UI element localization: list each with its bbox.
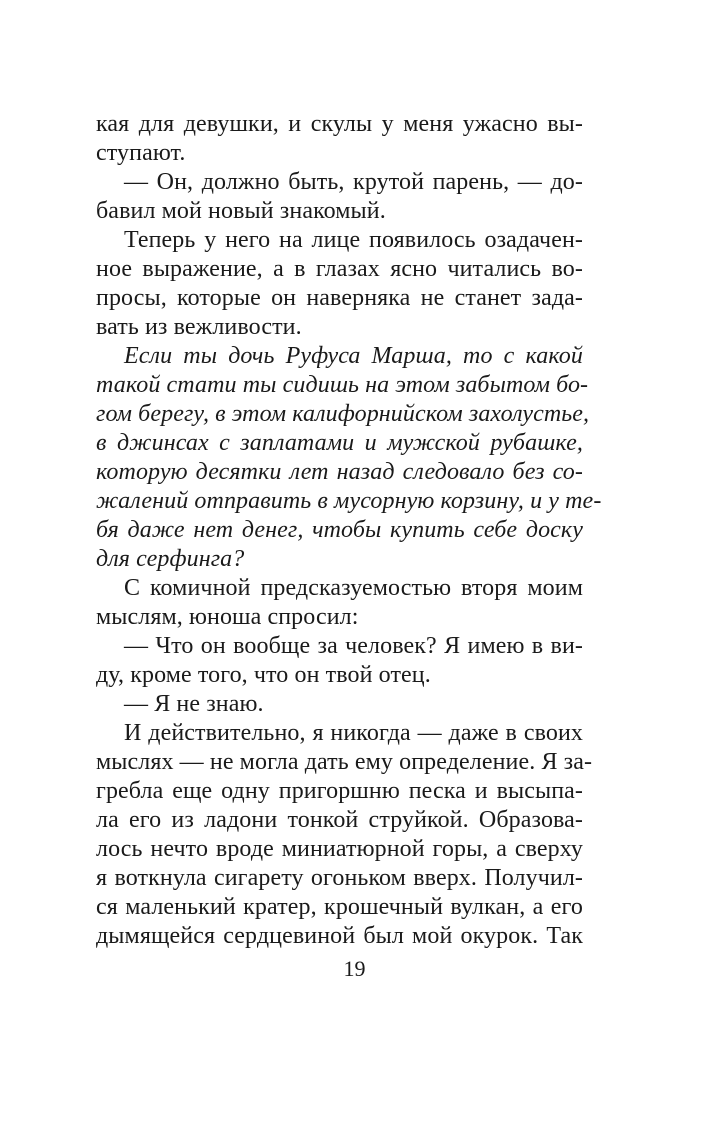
text-line: гребла еще одну пригоршню песка и высыпа- [96,778,583,804]
text-line: ду, кроме того, что он твой отец. [96,662,431,688]
text-line: кая для девушки, и скулы у меня ужасно вы- [96,111,583,137]
text-line: С комичной предсказуемостью вторя моим [124,575,583,601]
page-number: 19 [343,956,366,981]
text-line: мыслям, юноша спросил: [96,604,359,630]
text-line: мыслях — не могла дать ему определение. Я за- [96,749,593,775]
text-line: — Я не знаю. [124,691,264,717]
italic-text-line: такой стати ты сидишь на этом забытом бо- [96,372,589,398]
text-line: ступают. [96,140,186,166]
italic-text-line: которую десятки лет назад следовало без со- [96,459,583,485]
text-line: Теперь у него на лице появилось озадачен- [124,227,583,253]
text-line: ся маленький кратер, крошечный вулкан, а его [96,894,583,920]
italic-text-line: Если ты дочь Руфуса Марша, то с какой [124,343,583,369]
text-line: ла его из ладони тонкой струйкой. Образова- [96,807,583,833]
italic-text-line: бя даже нет денег, чтобы купить себе доску [96,517,583,543]
text-line: — Он, должно быть, крутой парень, — до- [124,169,583,195]
text-line: просы, которые он наверняка не станет зада- [96,285,583,311]
text-line: ное выражение, а в глазах ясно читались во- [96,256,583,282]
text-line: вать из вежливости. [96,314,302,340]
text-line: бавил мой новый знакомый. [96,198,386,224]
italic-text-line: гом берегу, в этом калифорнийском захолустье, [96,401,590,427]
italic-text-line: для серфинга? [96,546,245,572]
text-line: я воткнула сигарету огоньком вверх. Получил- [96,865,583,891]
italic-text-line: в джинсах с заплатами и мужской рубашке, [96,430,583,456]
text-line: дымящейся сердцевиной был мой окурок. Так [96,923,583,949]
text-line: И действительно, я никогда — даже в своих [124,720,583,746]
text-line: лось нечто вроде миниатюрной горы, а сверху [96,836,583,862]
text-line: — Что он вообще за человек? Я имею в ви- [124,633,583,659]
italic-text-line: жалений отправить в мусорную корзину, и у те- [96,488,602,514]
